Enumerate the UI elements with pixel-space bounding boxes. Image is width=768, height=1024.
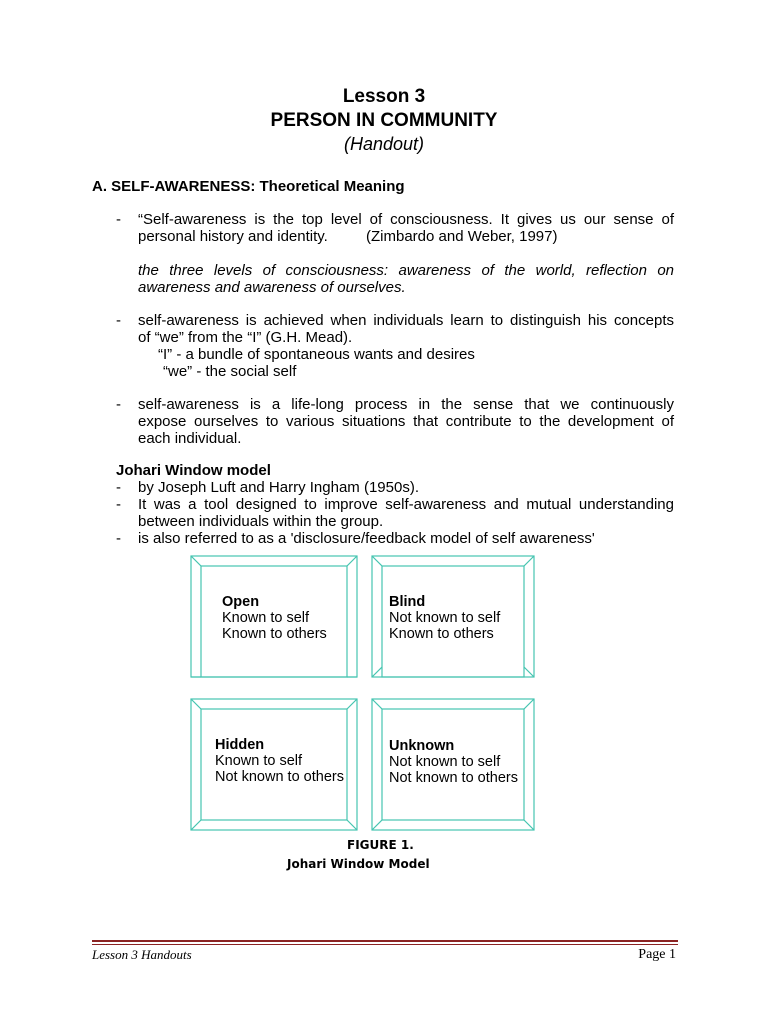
unknown-title: Unknown (389, 738, 455, 754)
hidden-line2: Not known to others (215, 769, 344, 785)
lesson-number: Lesson 3 (342, 86, 426, 107)
johari-bullet2-line2: between individuals within the group. (138, 513, 384, 530)
bullet1-citation: (Zimbardo and Weber, 1997) (366, 228, 558, 245)
hidden-line1: Known to self (215, 753, 303, 769)
figure-caption-number: FIGURE 1. (347, 838, 414, 852)
blind-line2: Known to others (389, 626, 494, 642)
open-line1: Known to self (222, 610, 310, 626)
johari-bullet2-line1: It was a tool designed to improve self-awareness and mutual understanding (138, 496, 674, 513)
unknown-line2: Not known to others (389, 770, 518, 786)
johari-bullet1: by Joseph Luft and Harry Ingham (1950s). (138, 479, 419, 496)
open-quadrant (222, 594, 327, 642)
section-a-heading: A. SELF-AWARENESS: Theoretical Meaning (92, 178, 405, 195)
bullet2-line1: self-awareness is achieved when individuals learn to distinguish his concepts (138, 312, 674, 329)
footer-rule-thin (92, 944, 678, 945)
bullet-dash: - (116, 530, 121, 547)
blind-quadrant (389, 594, 500, 642)
bullet2-sub2: “we” - the social self (163, 363, 297, 380)
bullet1-line1: “Self-awareness is the top level of consciousness. It gives us our sense of (138, 211, 674, 228)
figure-caption-title: Johari Window Model (287, 857, 430, 871)
johari-bullet3: is also referred to as a 'disclosure/feedback model of self awareness' (138, 530, 595, 547)
page-subtitle: (Handout) (343, 134, 425, 154)
bullet3-line2: expose ourselves to various situations that contribute to the development of (138, 413, 674, 430)
bullet3-line1: self-awareness is a life-long process in the sense that we continuously (138, 396, 674, 413)
italic-line2: awareness and awareness of ourselves. (138, 279, 406, 296)
johari-heading: Johari Window model (116, 462, 271, 479)
footer-left-text: Lesson 3 Handouts (92, 947, 192, 962)
page-number: Page 1 (638, 947, 676, 962)
open-line2: Known to others (222, 626, 327, 642)
bullet2-line2: of “we” from the “I” (G.H. Mead). (138, 329, 353, 346)
hidden-title: Hidden (215, 737, 265, 753)
unknown-line1: Not known to self (389, 754, 501, 770)
bullet-dash: - (116, 211, 121, 228)
bullet2-sub1: “I” - a bundle of spontaneous wants and desires (158, 346, 475, 363)
bullet-dash: - (116, 396, 121, 413)
bullet1-line2: personal history and identity. (138, 228, 328, 245)
italic-line1: the three levels of consciousness: awareness of the world, reflection on (138, 262, 674, 279)
bullet-dash: - (116, 479, 121, 496)
footer-rule-thick (92, 940, 678, 942)
open-title: Open (222, 594, 260, 610)
bullet3-line3: each individual. (138, 430, 242, 447)
bullet-dash: - (116, 496, 121, 513)
page-title: PERSON IN COMMUNITY (270, 110, 498, 131)
unknown-quadrant (389, 738, 518, 786)
bullet-dash: - (116, 312, 121, 329)
blind-line1: Not known to self (389, 610, 501, 626)
blind-title: Blind (389, 594, 426, 610)
hidden-quadrant (215, 737, 344, 785)
